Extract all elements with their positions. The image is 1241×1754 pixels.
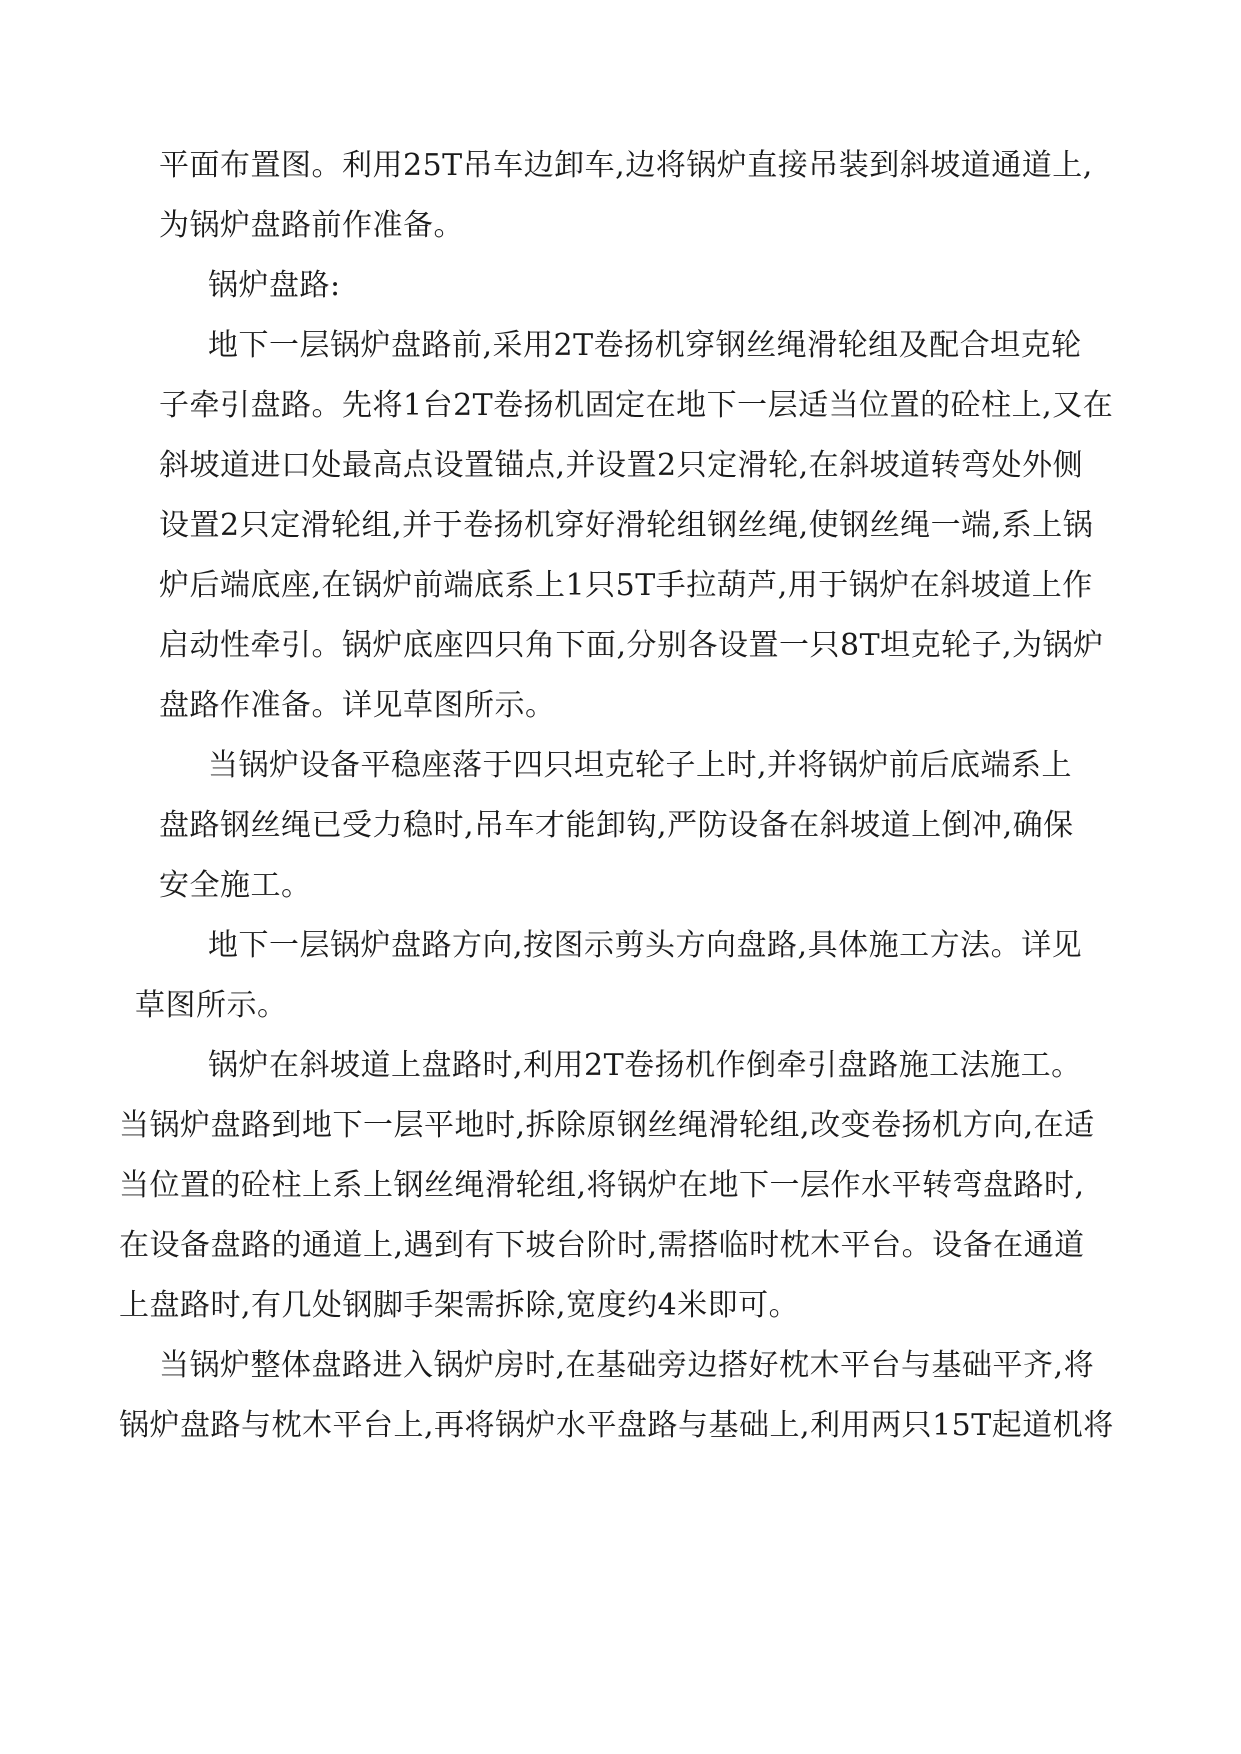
text-line: 斜坡道进口处最高点设置锚点,并设置2只定滑轮,在斜坡道转弯处外侧 [159, 448, 1084, 483]
text-line: 地下一层锅炉盘路方向,按图示剪头方向盘路,具体施工方法。详见 [208, 928, 1083, 963]
text-line: 炉后端底座,在锅炉前端底系上1只5T手拉葫芦,用于锅炉在斜坡道上作 [159, 568, 1093, 603]
text-line: 当锅炉设备平稳座落于四只坦克轮子上时,并将锅炉前后底端系上 [208, 748, 1073, 783]
text-line: 当锅炉整体盘路进入锅炉房时,在基础旁边搭好枕木平台与基础平齐,将 [159, 1348, 1095, 1383]
text-line: 锅炉在斜坡道上盘路时,利用2T卷扬机作倒牵引盘路施工法施工。 [208, 1048, 1082, 1083]
text-line: 子牵引盘路。先将1台2T卷扬机固定在地下一层适当位置的砼柱上,又在 [159, 388, 1114, 423]
text-line: 锅炉盘路与枕木平台上,再将锅炉水平盘路与基础上,利用两只15T起道机将 [119, 1408, 1114, 1443]
text-line: 平面布置图。利用25T吊车边卸车,边将锅炉直接吊装到斜坡道通道上, [159, 148, 1093, 183]
text-line: 安全施工。 [159, 868, 312, 903]
text-line: 启动性牵引。锅炉底座四只角下面,分别各设置一只8T坦克轮子,为锅炉 [159, 628, 1104, 663]
text-line: 设置2只定滑轮组,并于卷扬机穿好滑轮组钢丝绳,使钢丝绳一端,系上锅 [159, 508, 1094, 543]
text-line: 在设备盘路的通道上,遇到有下坡台阶时,需搭临时枕木平台。设备在通道 [119, 1228, 1085, 1263]
text-line: 上盘路时,有几处钢脚手架需拆除,宽度约4米即可。 [119, 1288, 800, 1323]
text-line: 当锅炉盘路到地下一层平地时,拆除原钢丝绳滑轮组,改变卷扬机方向,在适 [119, 1108, 1095, 1143]
text-line: 为锅炉盘路前作准备。 [159, 208, 464, 243]
section-heading: 锅炉盘路: [208, 268, 341, 303]
text-line: 地下一层锅炉盘路前,采用2T卷扬机穿钢丝绳滑轮组及配合坦克轮 [208, 328, 1082, 363]
text-line: 草图所示。 [135, 988, 288, 1023]
text-line: 盘路钢丝绳已受力稳时,吊车才能卸钩,严防设备在斜坡道上倒冲,确保 [159, 808, 1074, 843]
text-line: 当位置的砼柱上系上钢丝绳滑轮组,将锅炉在地下一层作水平转弯盘路时, [119, 1168, 1085, 1203]
text-line: 盘路作准备。详见草图所示。 [159, 688, 556, 723]
